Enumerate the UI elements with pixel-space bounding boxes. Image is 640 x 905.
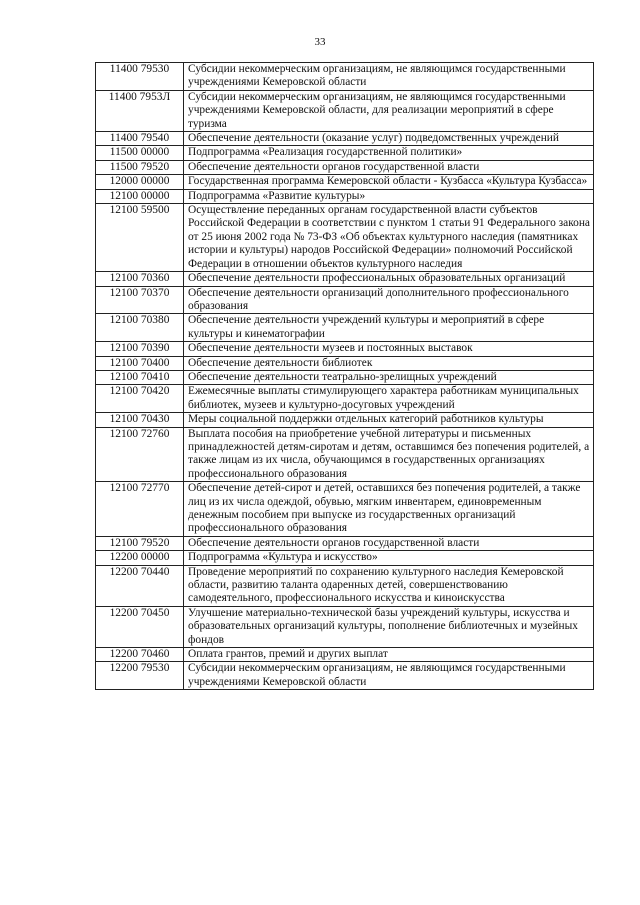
- row-description: Субсидии некоммерческим организациям, не являющимся государственными учреждениями Кемеровской области, для реализации мероприятий в сфере туризма: [184, 90, 594, 131]
- row-code: 12100 59500: [96, 204, 184, 272]
- row-description: Обеспечение деятельности учреждений культуры и мероприятий в сфере культуры и кинематографии: [184, 314, 594, 342]
- row-description: Подпрограмма «Реализация государственной политики»: [184, 146, 594, 160]
- row-description: Проведение мероприятий по сохранению культурного наследия Кемеровской области, развитию таланта одаренных детей, совершенствованию самодеятельного, профессионального искусства и киноискусства: [184, 565, 594, 606]
- table-body: [96, 63, 594, 690]
- row-code: 12100 70370: [96, 286, 184, 314]
- row-code: 12000 00000: [96, 175, 184, 189]
- table-row: [96, 648, 594, 662]
- row-description: Обеспечение деятельности органов государственной власти: [184, 536, 594, 550]
- row-description: Обеспечение детей-сирот и детей, оставшихся без попечения родителей, а также лиц из их числа одеждой, обувью, мягким инвентарем, единовременным денежным пособием при выпуске из государственных организаций профессионального образования: [184, 482, 594, 537]
- table-row: [96, 385, 594, 413]
- table-row: [96, 482, 594, 537]
- row-code: 12100 72770: [96, 482, 184, 537]
- table-row: [96, 606, 594, 647]
- row-code: 12100 00000: [96, 189, 184, 203]
- row-code: 12100 70400: [96, 356, 184, 370]
- budget-code-table: [95, 62, 594, 690]
- row-code: 12200 79530: [96, 662, 184, 690]
- row-description: Подпрограмма «Развитие культуры»: [184, 189, 594, 203]
- table-row: [96, 146, 594, 160]
- table-row: [96, 189, 594, 203]
- row-code: 12100 70360: [96, 272, 184, 286]
- table-row: [96, 413, 594, 427]
- table-row: [96, 427, 594, 482]
- table-row: [96, 551, 594, 565]
- row-description: Обеспечение деятельности (оказание услуг) подведомственных учреждений: [184, 132, 594, 146]
- table-row: [96, 63, 594, 91]
- row-code: 11400 79540: [96, 132, 184, 146]
- row-description: Обеспечение деятельности профессиональных образовательных организаций: [184, 272, 594, 286]
- row-description: Обеспечение деятельности организаций дополнительного профессионального образования: [184, 286, 594, 314]
- row-description: Обеспечение деятельности музеев и постоянных выставок: [184, 342, 594, 356]
- row-description: Меры социальной поддержки отдельных категорий работников культуры: [184, 413, 594, 427]
- table-row: [96, 175, 594, 189]
- row-description: Обеспечение деятельности театрально-зрелищных учреждений: [184, 370, 594, 384]
- table-row: [96, 662, 594, 690]
- row-description: Обеспечение деятельности органов государственной власти: [184, 160, 594, 174]
- row-description: Осуществление переданных органам государственной власти субъектов Российской Федерации в соответствии с пунктом 1 статьи 91 Федерального закона от 25 июня 2002 года № 73-ФЗ «Об объектах культурного наследия (памятниках истории и культуры) народов Российской Федерации» полномочий Российской Федерации в отношении объектов культурного наследия: [184, 204, 594, 272]
- table-row: [96, 272, 594, 286]
- table-row: [96, 370, 594, 384]
- table-row: [96, 286, 594, 314]
- table-row: [96, 565, 594, 606]
- row-description: Оплата грантов, премий и других выплат: [184, 648, 594, 662]
- row-code: 12100 72760: [96, 427, 184, 482]
- row-code: 11500 00000: [96, 146, 184, 160]
- row-description: Субсидии некоммерческим организациям, не являющимся государственными учреждениями Кемеровской области: [184, 662, 594, 690]
- row-code: 12100 70430: [96, 413, 184, 427]
- row-code: 12100 70410: [96, 370, 184, 384]
- table-row: [96, 356, 594, 370]
- row-description: Обеспечение деятельности библиотек: [184, 356, 594, 370]
- table-row: [96, 90, 594, 131]
- row-code: 12200 70450: [96, 606, 184, 647]
- row-code: 12100 70380: [96, 314, 184, 342]
- row-code: 11500 79520: [96, 160, 184, 174]
- row-code: 12200 70440: [96, 565, 184, 606]
- row-code: 11400 7953Л: [96, 90, 184, 131]
- row-code: 12200 70460: [96, 648, 184, 662]
- table-row: [96, 536, 594, 550]
- row-description: Государственная программа Кемеровской области - Кузбасса «Культура Кузбасса»: [184, 175, 594, 189]
- table-row: [96, 160, 594, 174]
- table-row: [96, 342, 594, 356]
- table-row: [96, 204, 594, 272]
- page-number: 33: [314, 36, 326, 48]
- row-description: Подпрограмма «Культура и искусство»: [184, 551, 594, 565]
- row-description: Субсидии некоммерческим организациям, не являющимся государственными учреждениями Кемеровской области: [184, 63, 594, 91]
- row-code: 12100 70420: [96, 385, 184, 413]
- row-description: Выплата пособия на приобретение учебной литературы и письменных принадлежностей детям-сиротам и детям, оставшимся без попечения родителей, а также лицам из их числа, обучающимся в государственных организациях профессионального образования: [184, 427, 594, 482]
- row-code: 11400 79530: [96, 63, 184, 91]
- table-row: [96, 314, 594, 342]
- row-description: Ежемесячные выплаты стимулирующего характера работникам муниципальных библиотек, музеев и культурно-досуговых учреждений: [184, 385, 594, 413]
- row-code: 12100 79520: [96, 536, 184, 550]
- row-code: 12100 70390: [96, 342, 184, 356]
- table-row: [96, 132, 594, 146]
- row-description: Улучшение материально-технической базы учреждений культуры, искусства и образовательных организаций культуры, пополнение библиотечных и музейных фондов: [184, 606, 594, 647]
- row-code: 12200 00000: [96, 551, 184, 565]
